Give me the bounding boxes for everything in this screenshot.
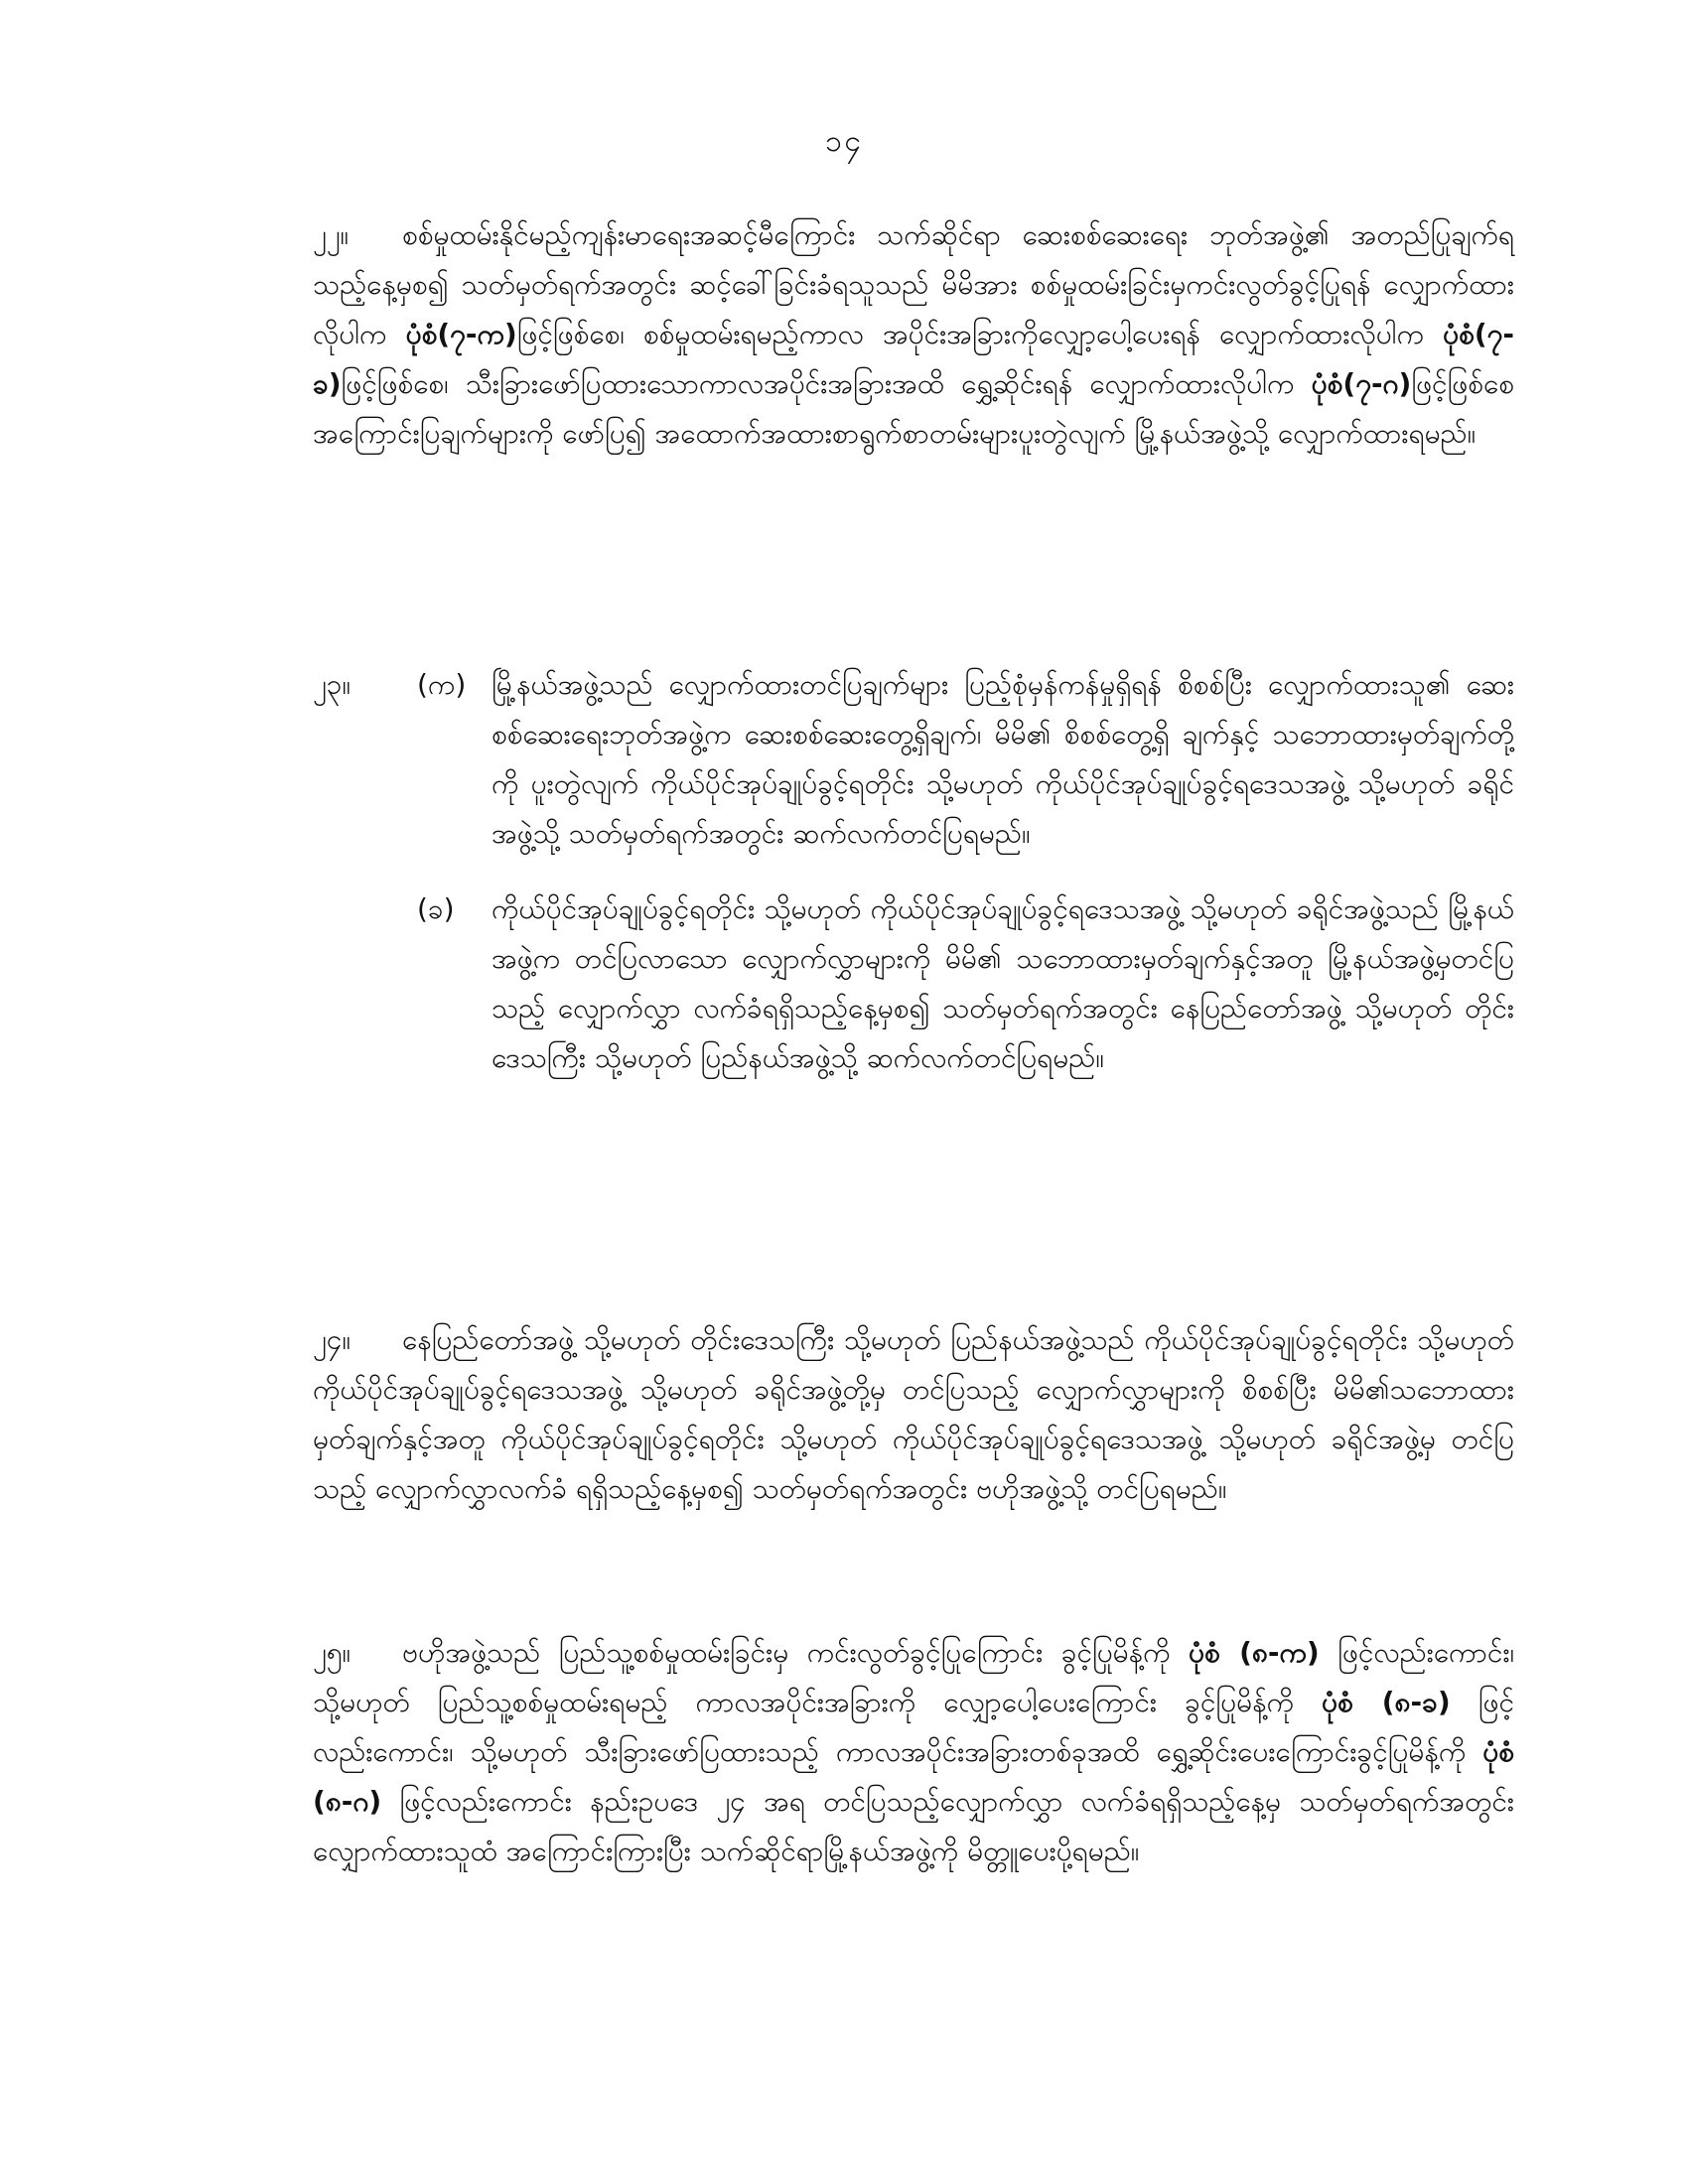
rule-22-form-a: ပုံစံ(၇-က) (405, 318, 517, 350)
rule-22-text: စစ်မှုထမ်းနိုင်မည့်ကျန်းမာရေးအဆင့်မီကြောင်း သက်ဆိုင်ရာ ဆေးစစ်ဆေးရေး ဘုတ်အဖွဲ့၏ အတည်ပြုချက်ရသည့်နေ့မှစ၍ သတ်မှတ်ရက်အတွင်း ဆင့်ခေါ်ခြင်းခံရသူသည် မိမိအား စစ်မှုထမ်းခြင်းမှကင်းလွတ်ခွင့်ပြုရန် လျှောက်ထားလိုပါက (313, 218, 1514, 350)
rule-22-text-2: ဖြင့်ဖြစ်စေ၊ စစ်မှုထမ်းရမည့်ကာလ အပိုင်းအခြားကိုလျှော့ပေါ့ပေးရန် လျှောက်ထားလိုပါက (516, 318, 1444, 350)
rule-22-form-b: ပုံစံ(၇-ခ) (313, 318, 1515, 400)
rule-23 (313, 660, 1514, 1083)
rule-25-form-b: ပုံစံ (၈-ခ) (1322, 1686, 1451, 1718)
rule-25-text: ဗဟိုအဖွဲ့သည် ပြည်သူ့စစ်မှုထမ်းခြင်းမှ ကင်းလွတ်ခွင့်ပြုကြောင်း ခွင့်ပြုမိန့်ကို (402, 1636, 1190, 1669)
rule-23-number: ၂၃။ (313, 668, 351, 701)
rule-25 (313, 1628, 1514, 1876)
rule-24-text: နေပြည်တော်အဖွဲ့ သို့မဟုတ် တိုင်းဒေသကြီး သို့မဟုတ် ပြည်နယ်အဖွဲ့သည် ကိုယ်ပိုင်အုပ်ချုပ်ခွင့်ရတိုင်း သို့မဟုတ် ကိုယ်ပိုင်အုပ်ချုပ်ခွင့်ရဒေသအဖွဲ့ သို့မဟုတ် ခရိုင်အဖွဲ့တို့မှ တင်ပြသည့် လျှောက်လွှာများကို စိစစ်ပြီး မိမိ၏သဘောထားမှတ်ချက်နှင့်အတူ ကိုယ်ပိုင်အုပ်ချုပ်ခွင့်ရတိုင်း သို့မဟုတ် ကိုယ်ပိုင်အုပ်ချုပ်ခွင့်ရဒေသအဖွဲ့ သို့မဟုတ် ခရိုင်အဖွဲ့မှ တင်ပြသည့် လျှောက်လွှာလက်ခံ ရရှိသည့်နေ့မှစ၍ သတ်မှတ်ရက်အတွင်း ဗဟိုအဖွဲ့သို့ တင်ပြရမည်။ (313, 1323, 1514, 1505)
page-number: ၁၄ (825, 124, 863, 159)
rule-25-text-4: ဖြင့်လည်းကောင်း နည်းဥပဒေ ၂၄ အရ တင်ပြသည့်လျှောက်လွှာ လက်ခံရရှိသည့်နေ့မှ သတ်မှတ်ရက်အတွင်း လျှောက်ထားသူထံ အကြောင်းကြားပြီး သက်ဆိုင်ရာမြို့နယ်အဖွဲ့ကို မိတ္တူပေးပို့ရမည်။ (313, 1785, 1514, 1867)
rule-23-sub-a (313, 660, 1514, 859)
rule-22-text-3: ဖြင့်ဖြစ်စေ၊ သီးခြားဖော်ပြထားသောကာလအပိုင်းအခြားအထိ ရွှေ့ဆိုင်းရန် လျှောက်ထားလိုပါက (341, 367, 1312, 400)
rule-22-text-4: ဖြင့်ဖြစ်စေ အကြောင်းပြချက်များကို ဖော်ပြ၍ အထောက်အထားစာရွက်စာတမ်းများပူးတွဲလျက် မြို့နယ်အဖွဲ့သို့ လျှောက်ထားရမည်။ (313, 367, 1514, 450)
rule-24-number: ၂၄။ (313, 1323, 351, 1356)
rule-25-text-2: ဖြင့်လည်းကောင်း၊ သို့မဟုတ် ပြည်သူ့စစ်မှုထမ်းရမည့် ကာလအပိုင်းအခြားကို လျှော့ပေါ့ပေးကြောင်း ခွင့်ပြုမိန့်ကို (313, 1636, 1514, 1718)
rule-23-sub-b-text: ကိုယ်ပိုင်အုပ်ချုပ်ခွင့်ရတိုင်း သို့မဟုတ် ကိုယ်ပိုင်အုပ်ချုပ်ခွင့်ရဒေသအဖွဲ့ သို့မဟုတ် ခရိုင်အဖွဲ့သည် မြို့နယ်အဖွဲ့က တင်ပြလာသော လျှောက်လွှာများကို မိမိ၏ သဘောထားမှတ်ချက်နှင့်အတူ မြို့နယ်အဖွဲ့မှတင်ပြသည့် လျှောက်လွှာ လက်ခံရရှိသည့်နေ့မှစ၍ သတ်မှတ်ရက်အတွင်း နေပြည်တော်အဖွဲ့ သို့မဟုတ် တိုင်းဒေသကြီး သို့မဟုတ် ပြည်နယ်အဖွဲ့သို့ ဆက်လက်တင်ပြရမည်။ (492, 892, 1514, 1074)
rule-23-sub-b-label: (ခ) (417, 892, 455, 925)
rule-22 (313, 210, 1514, 459)
rule-25-form-a: ပုံစံ (၈-က) (1189, 1636, 1320, 1669)
rule-22-number: ၂၂။ (313, 218, 349, 251)
rule-25-number: ၂၅။ (313, 1636, 351, 1669)
rule-23-sub-a-label: (က) (417, 668, 467, 701)
rule-25-form-c: ပုံစံ (၈-ဂ) (313, 1735, 1514, 1818)
rule-25-text-3: ဖြင့်လည်းကောင်း၊ သို့မဟုတ် သီးခြားဖော်ပြထားသည့် ကာလအပိုင်းအခြားတစ်ခုအထိ ရွှေ့ဆိုင်းပေးကြောင်းခွင့်ပြုမိန့်ကို (313, 1686, 1514, 1768)
rule-22-form-c: ပုံစံ(၇-ဂ) (1311, 367, 1412, 400)
rule-23-sub-b (313, 885, 1514, 1083)
rule-24 (313, 1315, 1514, 1514)
rule-23-sub-a-text: မြို့နယ်အဖွဲ့သည် လျှောက်ထားတင်ပြချက်များ ပြည့်စုံမှန်ကန်မှုရှိရန် စိစစ်ပြီး လျှောက်ထားသူ၏ ဆေးစစ်ဆေးရေးဘုတ်အဖွဲ့က ဆေးစစ်ဆေးတွေ့ရှိချက်၊ မိမိ၏ စိစစ်တွေ့ရှိ ချက်နှင့် သဘောထားမှတ်ချက်တို့ကို ပူးတွဲလျက် ကိုယ်ပိုင်အုပ်ချုပ်ခွင့်ရတိုင်း သို့မဟုတ် ကိုယ်ပိုင်အုပ်ချုပ်ခွင့်ရဒေသအဖွဲ့ သို့မဟုတ် ခရိုင်အဖွဲ့သို့ သတ်မှတ်ရက်အတွင်း ဆက်လက်တင်ပြရမည်။ (492, 668, 1514, 850)
